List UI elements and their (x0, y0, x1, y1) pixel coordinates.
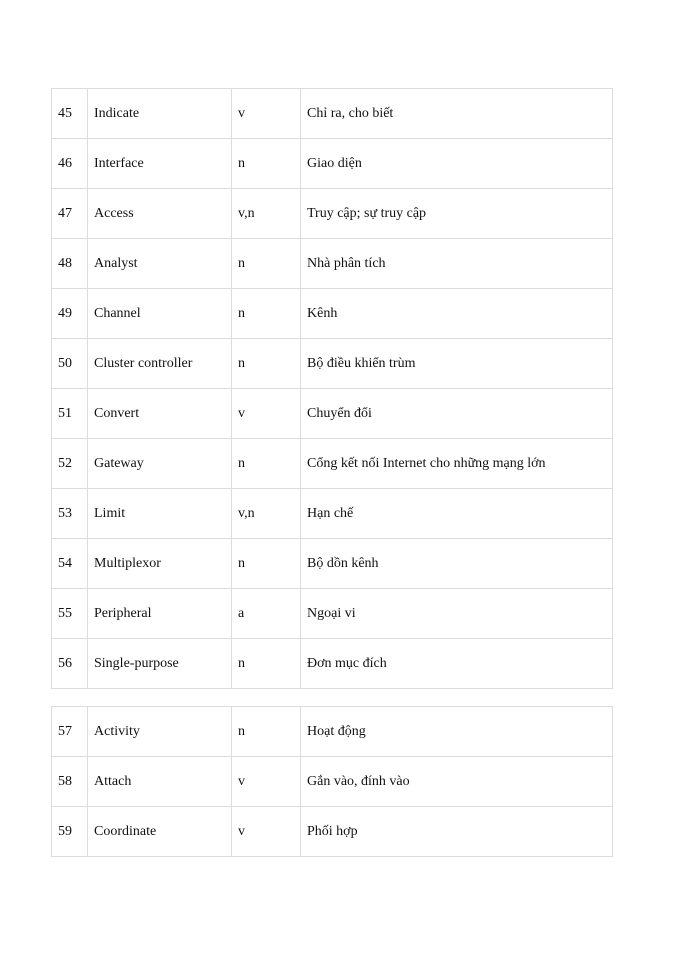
table-body (52, 707, 613, 857)
vietnamese-meaning: Đơn mục đích (301, 639, 613, 689)
entry-number: 53 (52, 489, 88, 539)
entry-number: 56 (52, 639, 88, 689)
vietnamese-meaning: Ngoại vi (301, 589, 613, 639)
table-row (52, 89, 613, 139)
table-row (52, 589, 613, 639)
entry-number: 52 (52, 439, 88, 489)
english-term: Activity (88, 707, 232, 757)
english-term: Multiplexor (88, 539, 232, 589)
entry-number: 58 (52, 757, 88, 807)
english-term: Peripheral (88, 589, 232, 639)
english-term: Gateway (88, 439, 232, 489)
table-row (52, 539, 613, 589)
part-of-speech: n (232, 339, 301, 389)
part-of-speech: n (232, 289, 301, 339)
entry-number: 59 (52, 807, 88, 857)
table-row (52, 639, 613, 689)
english-term: Access (88, 189, 232, 239)
table-body (52, 89, 613, 689)
english-term: Convert (88, 389, 232, 439)
part-of-speech: v (232, 807, 301, 857)
entry-number: 46 (52, 139, 88, 189)
vietnamese-meaning: Chỉ ra, cho biết (301, 89, 613, 139)
vietnamese-meaning: Bộ dồn kênh (301, 539, 613, 589)
english-term: Single-purpose (88, 639, 232, 689)
vocabulary-table-2 (51, 706, 613, 857)
vietnamese-meaning: Kênh (301, 289, 613, 339)
english-term: Analyst (88, 239, 232, 289)
part-of-speech: n (232, 707, 301, 757)
part-of-speech: v,n (232, 489, 301, 539)
entry-number: 49 (52, 289, 88, 339)
table-row (52, 189, 613, 239)
vietnamese-meaning: Truy cập; sự truy cập (301, 189, 613, 239)
table-row (52, 339, 613, 389)
vietnamese-meaning: Hoạt động (301, 707, 613, 757)
english-term: Coordinate (88, 807, 232, 857)
english-term: Interface (88, 139, 232, 189)
table-row (52, 757, 613, 807)
part-of-speech: n (232, 639, 301, 689)
part-of-speech: v (232, 89, 301, 139)
english-term: Channel (88, 289, 232, 339)
part-of-speech: n (232, 139, 301, 189)
table-row (52, 489, 613, 539)
part-of-speech: v (232, 757, 301, 807)
entry-number: 55 (52, 589, 88, 639)
part-of-speech: n (232, 439, 301, 489)
entry-number: 50 (52, 339, 88, 389)
part-of-speech: v,n (232, 189, 301, 239)
table-row (52, 239, 613, 289)
table-row (52, 139, 613, 189)
part-of-speech: n (232, 539, 301, 589)
table-row (52, 389, 613, 439)
part-of-speech: v (232, 389, 301, 439)
vocabulary-table-1 (51, 88, 613, 689)
english-term: Cluster controller (88, 339, 232, 389)
entry-number: 51 (52, 389, 88, 439)
part-of-speech: n (232, 239, 301, 289)
english-term: Limit (88, 489, 232, 539)
english-term: Indicate (88, 89, 232, 139)
vietnamese-meaning: Gắn vào, đính vào (301, 757, 613, 807)
entry-number: 57 (52, 707, 88, 757)
vietnamese-meaning: Nhà phân tích (301, 239, 613, 289)
english-term: Attach (88, 757, 232, 807)
vietnamese-meaning: Giao diện (301, 139, 613, 189)
table-row (52, 289, 613, 339)
vietnamese-meaning: Cổng kết nối Internet cho những mạng lớn (301, 439, 613, 489)
entry-number: 47 (52, 189, 88, 239)
part-of-speech: a (232, 589, 301, 639)
vietnamese-meaning: Phối hợp (301, 807, 613, 857)
entry-number: 45 (52, 89, 88, 139)
vietnamese-meaning: Bộ điều khiển trùm (301, 339, 613, 389)
entry-number: 54 (52, 539, 88, 589)
table-row (52, 707, 613, 757)
table-row (52, 439, 613, 489)
vietnamese-meaning: Chuyển đổi (301, 389, 613, 439)
table-row (52, 807, 613, 857)
entry-number: 48 (52, 239, 88, 289)
vietnamese-meaning: Hạn chế (301, 489, 613, 539)
